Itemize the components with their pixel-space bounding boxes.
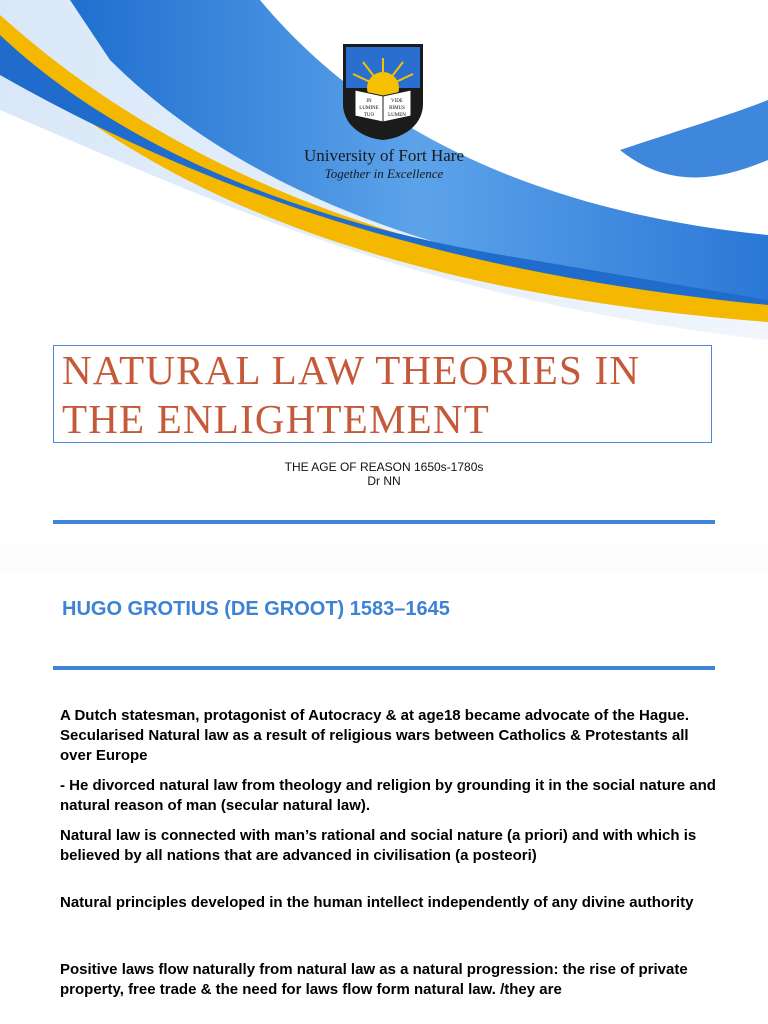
- heading-rule: [53, 666, 715, 670]
- subtitle-line-2: Dr NN: [367, 474, 401, 488]
- title-box: [53, 345, 712, 443]
- slide-title: [62, 346, 640, 444]
- content-body: [60, 706, 720, 1000]
- paragraph-5: Positive laws flow naturally from natural law as a natural progression: the rise of private property, free trade & the need for laws flow form natural law. /they are: [60, 961, 688, 998]
- slide-gap: [0, 545, 768, 573]
- title-line-2: THE ENLIGHTEMENT: [62, 396, 490, 442]
- crest-motto-right-3: LUMEN: [388, 113, 406, 118]
- paragraph-4: Natural principles developed in the human intellect independently of any divine authority: [60, 894, 694, 911]
- university-crest-icon: [341, 42, 425, 142]
- crest-motto-right-2: BIMUS: [389, 106, 405, 111]
- subtitle-line-1: THE AGE OF REASON 1650s-1780s: [284, 460, 484, 474]
- paragraph-1: A Dutch statesman, protagonist of Autocracy & at age18 became advocate of the Hague. Secularised Natural law as a result of religious wars between Catholics & Protestants all over Europe: [60, 707, 690, 764]
- crest-motto-left-1: IN: [366, 99, 372, 104]
- crest-motto-left-2: LUMINE: [359, 106, 379, 111]
- crest-motto-left-3: TUO: [363, 113, 375, 118]
- university-tagline: Together in Excellence: [324, 166, 444, 181]
- divider-rule: [53, 520, 715, 524]
- crest-motto-right-1: VIDE: [391, 99, 403, 104]
- title-line-1: NATURAL LAW THEORIES IN: [62, 347, 641, 393]
- university-name: University of Fort Hare: [303, 146, 465, 165]
- section-heading: HUGO GROTIUS (DE GROOT) 1583–1645: [62, 598, 450, 620]
- paragraph-3: Natural law is connected with man’s rational and social nature (a priori) and with which is believed by all nations that are advanced in civilisation (a posteori): [60, 827, 697, 864]
- paragraph-2: - He divorced natural law from theology and religion by grounding it in the social nature and natural reason of man (secular natural law).: [60, 777, 716, 814]
